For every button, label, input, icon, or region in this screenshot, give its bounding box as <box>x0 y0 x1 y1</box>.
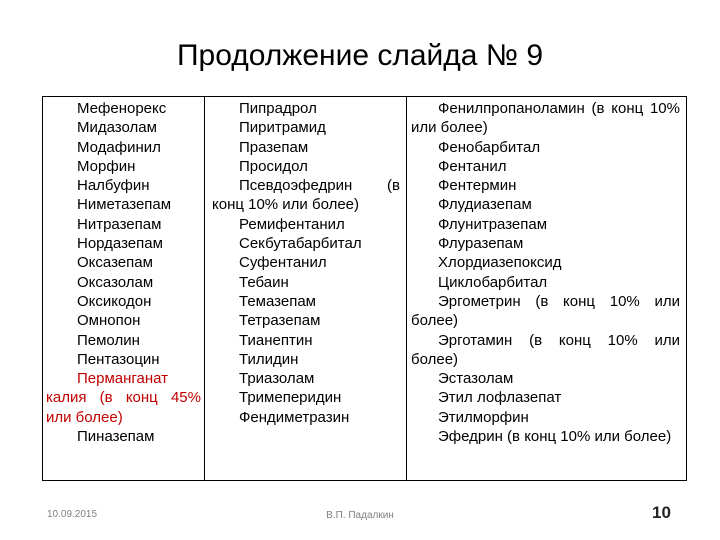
list-item: Суфентанил <box>239 254 327 272</box>
list-item: Оксикодон <box>77 292 152 310</box>
list-item: Мефенорекс <box>77 100 167 117</box>
list-item: Фенилпропаноламин (в конц 10% или более) <box>411 100 680 137</box>
list-item: Флудиазепам <box>438 196 532 214</box>
substances-table <box>42 96 687 481</box>
list-item: Псевдоэфедрин (в конц 10% или более) <box>212 177 400 214</box>
page-number: 10 <box>652 503 671 522</box>
list-item: Морфин <box>77 157 136 175</box>
list-item: Фендиметразин <box>239 408 350 426</box>
list-item: Пемолин <box>77 331 140 349</box>
list-item: Фентанил <box>438 157 507 175</box>
list-item: Перманганат калия (в конц 45% или более) <box>46 370 201 426</box>
list-item: Эрготамин (в конц 10% или более) <box>411 331 680 368</box>
list-item: Тианептин <box>239 331 313 349</box>
list-item: Секбутабарбитал <box>239 235 362 253</box>
list-item: Флунитразепам <box>438 215 548 233</box>
list-item: Циклобарбитал <box>438 273 548 291</box>
list-item: Празепам <box>239 138 309 156</box>
list-item: Темазепам <box>239 292 316 310</box>
list-item: Фентермин <box>438 177 517 195</box>
table-column-1 <box>43 97 205 480</box>
list-item: Ниметазепам <box>77 196 172 214</box>
list-item: Тримеперидин <box>239 389 342 407</box>
slide-title: Продолжение слайда № 9 <box>176 39 544 72</box>
list-item: Триазолам <box>239 370 315 388</box>
list-item: Пентазоцин <box>77 350 160 368</box>
list-item: Этил лофлазепат <box>438 389 562 407</box>
list-item: Эфедрин (в конц 10% или более) <box>438 428 672 446</box>
list-item: Нордазепам <box>77 235 163 253</box>
list-item: Этилморфин <box>438 408 529 426</box>
table-column-3 <box>407 97 686 480</box>
list-item: Хлордиазепоксид <box>438 254 562 272</box>
list-item: Омнопон <box>77 312 141 330</box>
slide-author: В.П. Падалкин <box>326 510 394 521</box>
list-item: Просидол <box>239 157 308 175</box>
list-item: Эстазолам <box>438 370 514 388</box>
list-item: Нитразепам <box>77 215 162 233</box>
list-item: Модафинил <box>77 138 161 156</box>
list-item: Мидазолам <box>77 119 157 137</box>
list-item: Пипрадрол <box>239 100 317 117</box>
list-item: Оксазепам <box>77 254 153 272</box>
list-item: Тебаин <box>239 273 289 291</box>
list-item: Тилидин <box>239 350 299 368</box>
list-item: Флуразепам <box>438 235 524 253</box>
list-item: Фенобарбитал <box>438 138 541 156</box>
list-item: Ремифентанил <box>239 215 345 233</box>
list-item: Пиритрамид <box>239 119 326 137</box>
slide-date: 10.09.2015 <box>47 509 98 520</box>
list-item: Тетразепам <box>239 312 321 330</box>
table-column-2 <box>205 97 407 480</box>
list-item: Пиназепам <box>77 428 155 446</box>
list-item: Эргометрин (в конц 10% или более) <box>411 292 680 330</box>
list-item: Оксазолам <box>77 273 154 291</box>
list-item: Налбуфин <box>77 177 150 195</box>
